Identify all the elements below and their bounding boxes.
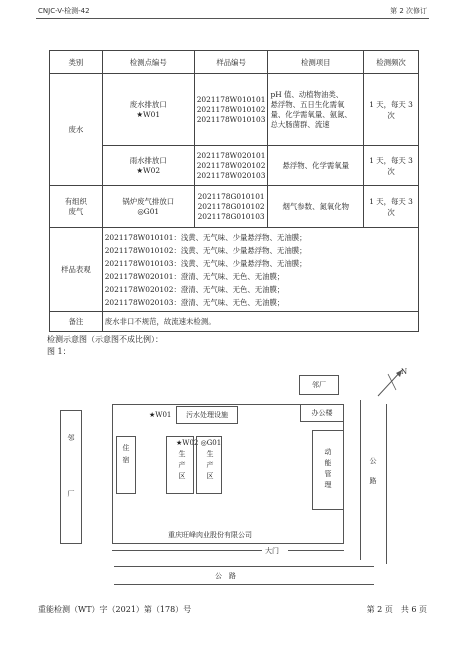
wastewater-treatment-facility: 污水处理设施 [176, 406, 238, 424]
point-cell: 锅炉废气排放口 ◎G01 [102, 186, 194, 228]
road-bottom-top [114, 566, 374, 567]
remarks-cell: 废水非口不规范，故流速未检测。 [102, 312, 418, 332]
appearance-cell: 2021178W010101：浅黄、无气味、少量悬浮物、无油膜； 2021178W010102：浅黄、无气味、少量悬浮物、无油膜； 2021178W010103：浅黄、无气味、少量悬浮物、无油膜； 2021178W020101：澄清、无气味、无色、无油膜； 2021178W020102：澄清、无气味、无色、无油膜； 2021178W020103：澄清、无气味、无色、无油膜； [102, 228, 418, 312]
production-area-2: 生 产 区 [196, 436, 222, 494]
gate-line-left [112, 550, 262, 551]
frequency-cell: 1 天，每天 3 次 [364, 186, 419, 228]
sample-cell: 2021178G010101 2021178G010102 2021178G010103 [194, 186, 268, 228]
items-cell: 烟气参数、氮氧化物 [268, 186, 364, 228]
items-cell: 悬浮物、化学需氧量 [268, 146, 364, 186]
road-bottom-edge [114, 584, 374, 585]
header-frequency: 检测频次 [364, 51, 419, 74]
figure-caption: 检测示意图（示意图不成比例）： [47, 335, 163, 344]
power-management: 动 能 管 理 [312, 430, 344, 510]
plant-boundary [112, 404, 344, 544]
frequency-cell: 1 天，每天 3 次 [364, 146, 419, 186]
north-label: N [401, 368, 408, 376]
gate-label: 大门 [265, 547, 279, 555]
w02-g01-marker: ★W02 ◎G01 [176, 439, 222, 447]
gate-line-right [288, 550, 344, 551]
sample-cell: 2021178W020101 2021178W020102 2021178W020103 [194, 146, 268, 186]
production-area-1: 生 产 区 [166, 436, 194, 494]
figure-number: 图 1： [47, 347, 71, 356]
neighbor-factory-left: 邻 厂 [60, 410, 82, 544]
frequency-cell: 1 天，每天 3 次 [364, 74, 419, 146]
company-name: 重庆旺峰肉业股份有限公司 [168, 531, 252, 539]
point-cell: 废水排放口 ★W01 [102, 74, 194, 146]
road-right-left-edge [360, 400, 361, 560]
remarks-label: 备注 [50, 312, 103, 332]
office-building: 办公楼 [300, 404, 344, 422]
road-bottom-label: 公 路 [215, 572, 236, 580]
neighbor-factory-top: 邻厂 [299, 375, 339, 395]
category-wastewater: 废水 [50, 74, 103, 186]
road-right-label-2: 路 [369, 477, 377, 485]
report-number: 重能检测（WT）字（2021）第（178）号 [38, 605, 192, 614]
header-category: 类别 [50, 51, 103, 74]
header-items: 检测项目 [268, 51, 364, 74]
document-code: CNJC-V-检测-42 [38, 7, 90, 15]
appearance-label: 样品表观 [50, 228, 103, 312]
items-cell: pH 值、动植物油类、 悬浮物、五日生化需氧 量、化学需氧量、氨氮、 总大肠菌群、流速 [268, 74, 364, 146]
dormitory: 住 宿 [116, 436, 136, 494]
sample-cell: 2021178W010101 2021178W010102 2021178W010103 [194, 74, 268, 146]
header-point: 检测点编号 [102, 51, 194, 74]
revision-label: 第 2 次修订 [390, 7, 427, 15]
road-right-label-1: 公 [369, 457, 377, 465]
category-organized-gas: 有组织 废气 [50, 186, 103, 228]
header-sample: 样品编号 [194, 51, 268, 74]
w01-marker: ★W01 [149, 411, 172, 419]
road-right-right-edge [386, 404, 387, 564]
point-cell: 雨水排放口 ★W02 [102, 146, 194, 186]
page-number: 第 2 页 共 6 页 [366, 605, 427, 614]
